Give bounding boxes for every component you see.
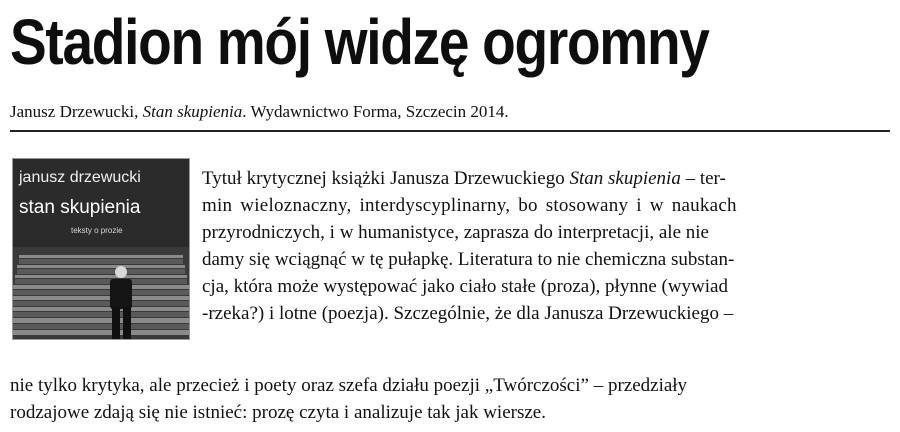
body-line-5: cja, która może występować jako ciało stałe (proza), płynne (wywiad <box>202 276 728 297</box>
body-line-7: nie tylko krytyka, ale przecież i poety oraz szefa działu poezji „Twórczości” – przedziały <box>10 375 688 396</box>
body-line-1: Tytuł krytycznej książki Janusza Drzewuckiego Stan skupienia – ter- <box>202 168 726 189</box>
body-line-3: przyrodniczych, i w humanistyce, zaprasza do interpretacji, ale nie <box>202 222 709 243</box>
biblio-book-title: Stan skupienia <box>142 102 243 121</box>
header-divider <box>10 130 890 132</box>
biblio-author: Janusz Drzewucki, <box>10 102 143 121</box>
article-title: Stadion mój widzę ogromny <box>10 6 709 78</box>
cover-subtitle: teksty o prozie <box>71 226 123 235</box>
body-line-8: rodzajowe zdają się nie istnieć: prozę czyta i analizuje tak jak wiersze. <box>10 402 546 423</box>
book-cover-image <box>12 158 190 340</box>
biblio-publisher: . Wydawnictwo Forma, Szczecin 2014. <box>242 102 509 121</box>
body-line-6: -rzeka?) i lotne (poezja). Szczególnie, że dla Janusza Drzewuckiego – <box>202 303 734 324</box>
body-line-4: damy się wciągnąć w tę pułapkę. Literatura to nie chemiczna substan- <box>202 249 735 270</box>
cover-title: stan skupienia <box>19 197 141 218</box>
bibliographic-note <box>10 101 509 123</box>
cover-author: janusz drzewucki <box>19 169 141 186</box>
body-line-2: min wieloznaczny, interdyscyplinarny, bo stosowany i w naukach <box>202 195 737 216</box>
